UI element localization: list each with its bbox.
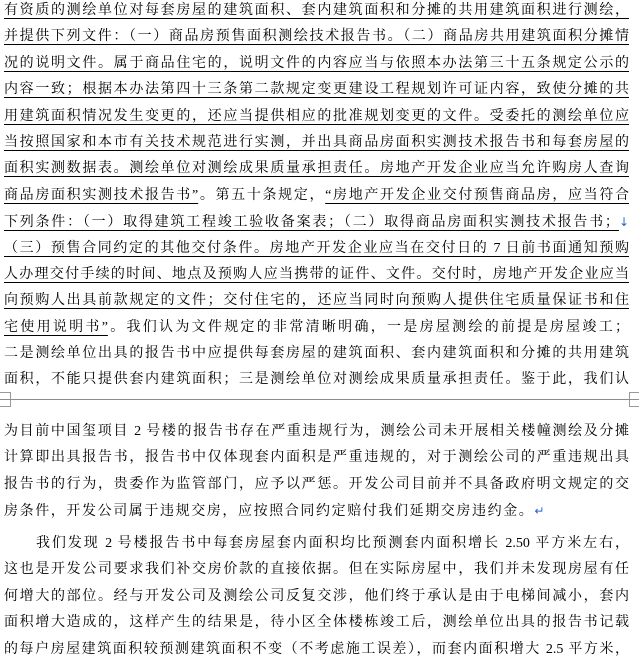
document-page-2-paragraph-2[interactable] [4,531,629,663]
page-2-top-left-corner-mark [0,406,10,407]
text-segment: 。第五十条规定， [198,187,326,203]
underlined-text: 有资质的测绘单位对每套房屋的建筑面积、套内建筑面积和分摊的共用建筑面积进行测绘， [4,3,629,18]
text-line [4,0,629,24]
document-page-1-text-area[interactable] [4,0,629,394]
text-segment: 我们发现 2 号楼报告书中每套房屋套内面积均比预测套内面积增长 2.50 平方米左右， [36,536,629,551]
text-segment: 二是测绘单位出具的报告书中应提供每套房屋的建筑面积、套内建筑面积和分摊的共用建筑 [4,346,629,362]
page-1-bottom-left-corner-mark [0,392,10,393]
text-line [4,130,629,156]
text-segment: 何增大的部位。经与开发公司及测绘公司反复交涉，他们终于承认是由于电梯间减小，套内 [4,588,629,604]
text-line [4,262,629,288]
text-line [4,288,629,314]
text-line [4,183,629,209]
underlined-text: 向预购人出具前款规定的文件；交付住宅的，还应当同时向预购人提供住宅质量保证书和住 [4,293,629,309]
line-break-mark: ↓ [618,215,629,230]
underlined-text: 当按照国家和本市有关技术规范进行实测，并出具商品房面积实测技术报告书和每套房屋的 [4,134,629,150]
underlined-text: “房地产开发企业交付预售商品房，应当符合 [325,187,629,203]
text-segment: 这也是开发公司要求我们补交房价款的直接依据。但在实际房屋中，我们并未发现房屋有任 [4,562,629,578]
text-line [4,472,629,498]
text-line [4,637,629,663]
underlined-text: 商品房面积实测技术报告书” [4,187,199,203]
text-segment: 面积增大造成的，这样产生的结果是，待小区全体楼栋竣工后，测绘单位出具的报告书记载 [4,615,629,631]
underlined-text: 宅使用说明书” [4,319,108,335]
text-line [4,209,629,235]
underlined-text: 面积实测数据表。测绘单位对测绘成果质量承担责任。房地产开发企业应当允许购房人查询 [4,161,629,177]
text-line [4,156,629,182]
underlined-text: 并提供下列文件：（一）商品房预售面积测绘技术报告书。（二）商品房共用建筑面积分摊情 [4,29,629,45]
text-segment: 为目前中国玺项目 2 号楼的报告书存在严重违规行为，测绘公司未开展相关楼幢测绘及分摊 [4,424,629,439]
underlined-text: （三）预售合同约定的其他交付条件。房地产开发企业应当在交付日的 7 日前书面通知预购 [4,240,629,256]
text-line [4,315,629,341]
text-segment: 的每户房屋建筑面积较预测建筑面积不变（不考虑施工误差），而套内面积增大 2.5 平方米， [4,641,629,657]
text-line [4,419,629,445]
text-line [4,584,629,610]
page-1-bottom-right-corner-mark [629,392,639,393]
text-line [4,498,629,524]
text-segment: 报告书的行为，贵委作为监管部门，应予以严惩。开发公司目前并不具备政府明文规定的交 [4,476,629,492]
page-2-top-left-corner-mark [10,400,11,407]
text-line [4,557,629,583]
text-segment: 房条件，开发公司属于违规交房，应按照合同约定赔付我们延期交房违约金。 [4,504,535,520]
page-2-top-right-corner-mark [629,406,639,407]
page-1-bottom-right-corner-mark [629,392,630,399]
underlined-text: 人办理交付手续的时间、地点及预购人应当携带的证件、文件。交付时，房地产开发企业应当 [4,266,629,282]
text-line [4,445,629,471]
text-line [4,77,629,103]
text-line [4,341,629,367]
page-break-separator[interactable] [0,399,639,400]
text-line [4,531,629,557]
underlined-text: 内容一致；根据本办法第四十三条第二款规定变更建设工程规划许可证内容，致使分摊的共 [4,82,629,98]
text-line [4,367,629,393]
text-segment: 。我们认为文件规定的非常清晰明确，一是房屋测绘的前提是房屋竣工； [107,319,629,335]
text-line [4,610,629,636]
page-1-bottom-left-corner-mark [10,392,11,399]
document-page-2-paragraph-1[interactable] [4,419,629,525]
underlined-text: 用建筑面积情况发生变更的，还应当提供相应的批准规划变更的文件。受委托的测绘单位应 [4,108,629,124]
page-2-top-right-corner-mark [629,400,630,407]
text-segment: 面积，不能只提供套内建筑面积；三是测绘单位对测绘成果质量承担责任。鉴于此，我们认 [4,372,629,388]
underlined-text: 况的说明文件。属于商品住宅的，说明文件的内容应当与依照本办法第三十五条规定公示的 [4,55,629,71]
text-line [4,236,629,262]
text-line [4,51,629,77]
text-segment: 计算即出具报告书，报告书中仅体现套内面积是严重违规的，对于测绘公司的严重违规出具 [4,450,629,466]
paragraph-mark: ↵ [534,504,545,519]
underlined-text: 下列条件：（一）取得建筑工程竣工验收备案表；（二）取得商品房面积实测技术报告书； [4,215,619,231]
text-line [4,24,629,50]
text-line [4,104,629,130]
